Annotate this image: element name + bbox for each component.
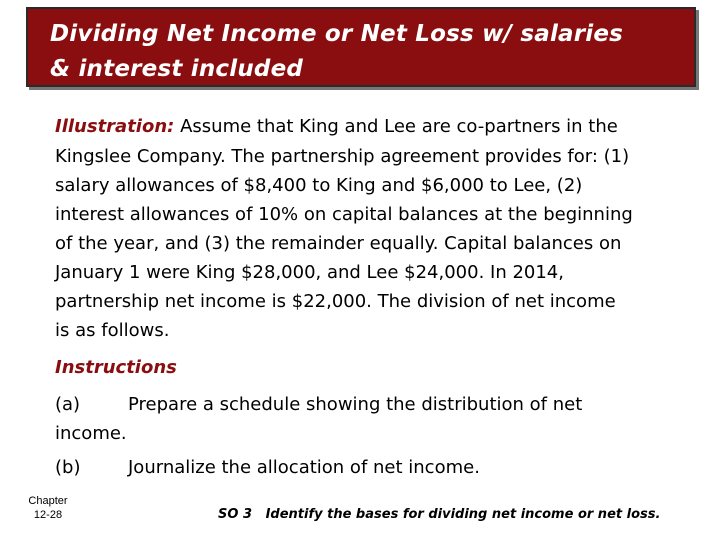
title-line-1: Dividing Net Income or Net Loss w/ salaries [50, 21, 624, 47]
so-text: Identify the bases for dividing net income or net loss. [265, 507, 661, 522]
title-line-2: & interest included [50, 56, 304, 82]
instruction-a-text: Prepare a schedule showing the distribution of net [128, 394, 583, 415]
instructions-heading: Instructions [55, 357, 177, 378]
chapter-pages: 12-28 [33, 509, 63, 521]
title-banner [26, 7, 696, 87]
chapter-text: Chapter [28, 495, 68, 507]
illustration-line-7: partnership net income is $22,000. The division of net income [55, 291, 616, 312]
study-objective [218, 507, 660, 522]
instruction-b-marker: (b) [55, 457, 81, 478]
illustration-line-2: Kingslee Company. The partnership agreement provides for: (1) [55, 146, 630, 167]
instruction-b-text: Journalize the allocation of net income. [128, 457, 480, 478]
illustration-line-3: salary allowances of $8,400 to King and $6,000 to Lee, (2) [55, 175, 583, 196]
illustration-line-6: January 1 were King $28,000, and Lee $24,000. In 2014, [55, 262, 564, 283]
illustration-label: Illustration: [55, 116, 175, 137]
so-label: SO 3 [218, 507, 252, 522]
chapter-label [14, 494, 82, 522]
illustration-text-1: Assume that King and Lee are co-partners in the [180, 116, 618, 137]
instruction-a-marker: (a) [55, 394, 81, 415]
illustration-line-4: interest allowances of 10% on capital balances at the beginning [55, 204, 633, 225]
illustration-line-8: is as follows. [55, 320, 170, 341]
instruction-a-text-cont: income. [55, 423, 127, 444]
illustration-line-1 [55, 116, 618, 137]
illustration-line-5: of the year, and (3) the remainder equally. Capital balances on [55, 233, 622, 254]
